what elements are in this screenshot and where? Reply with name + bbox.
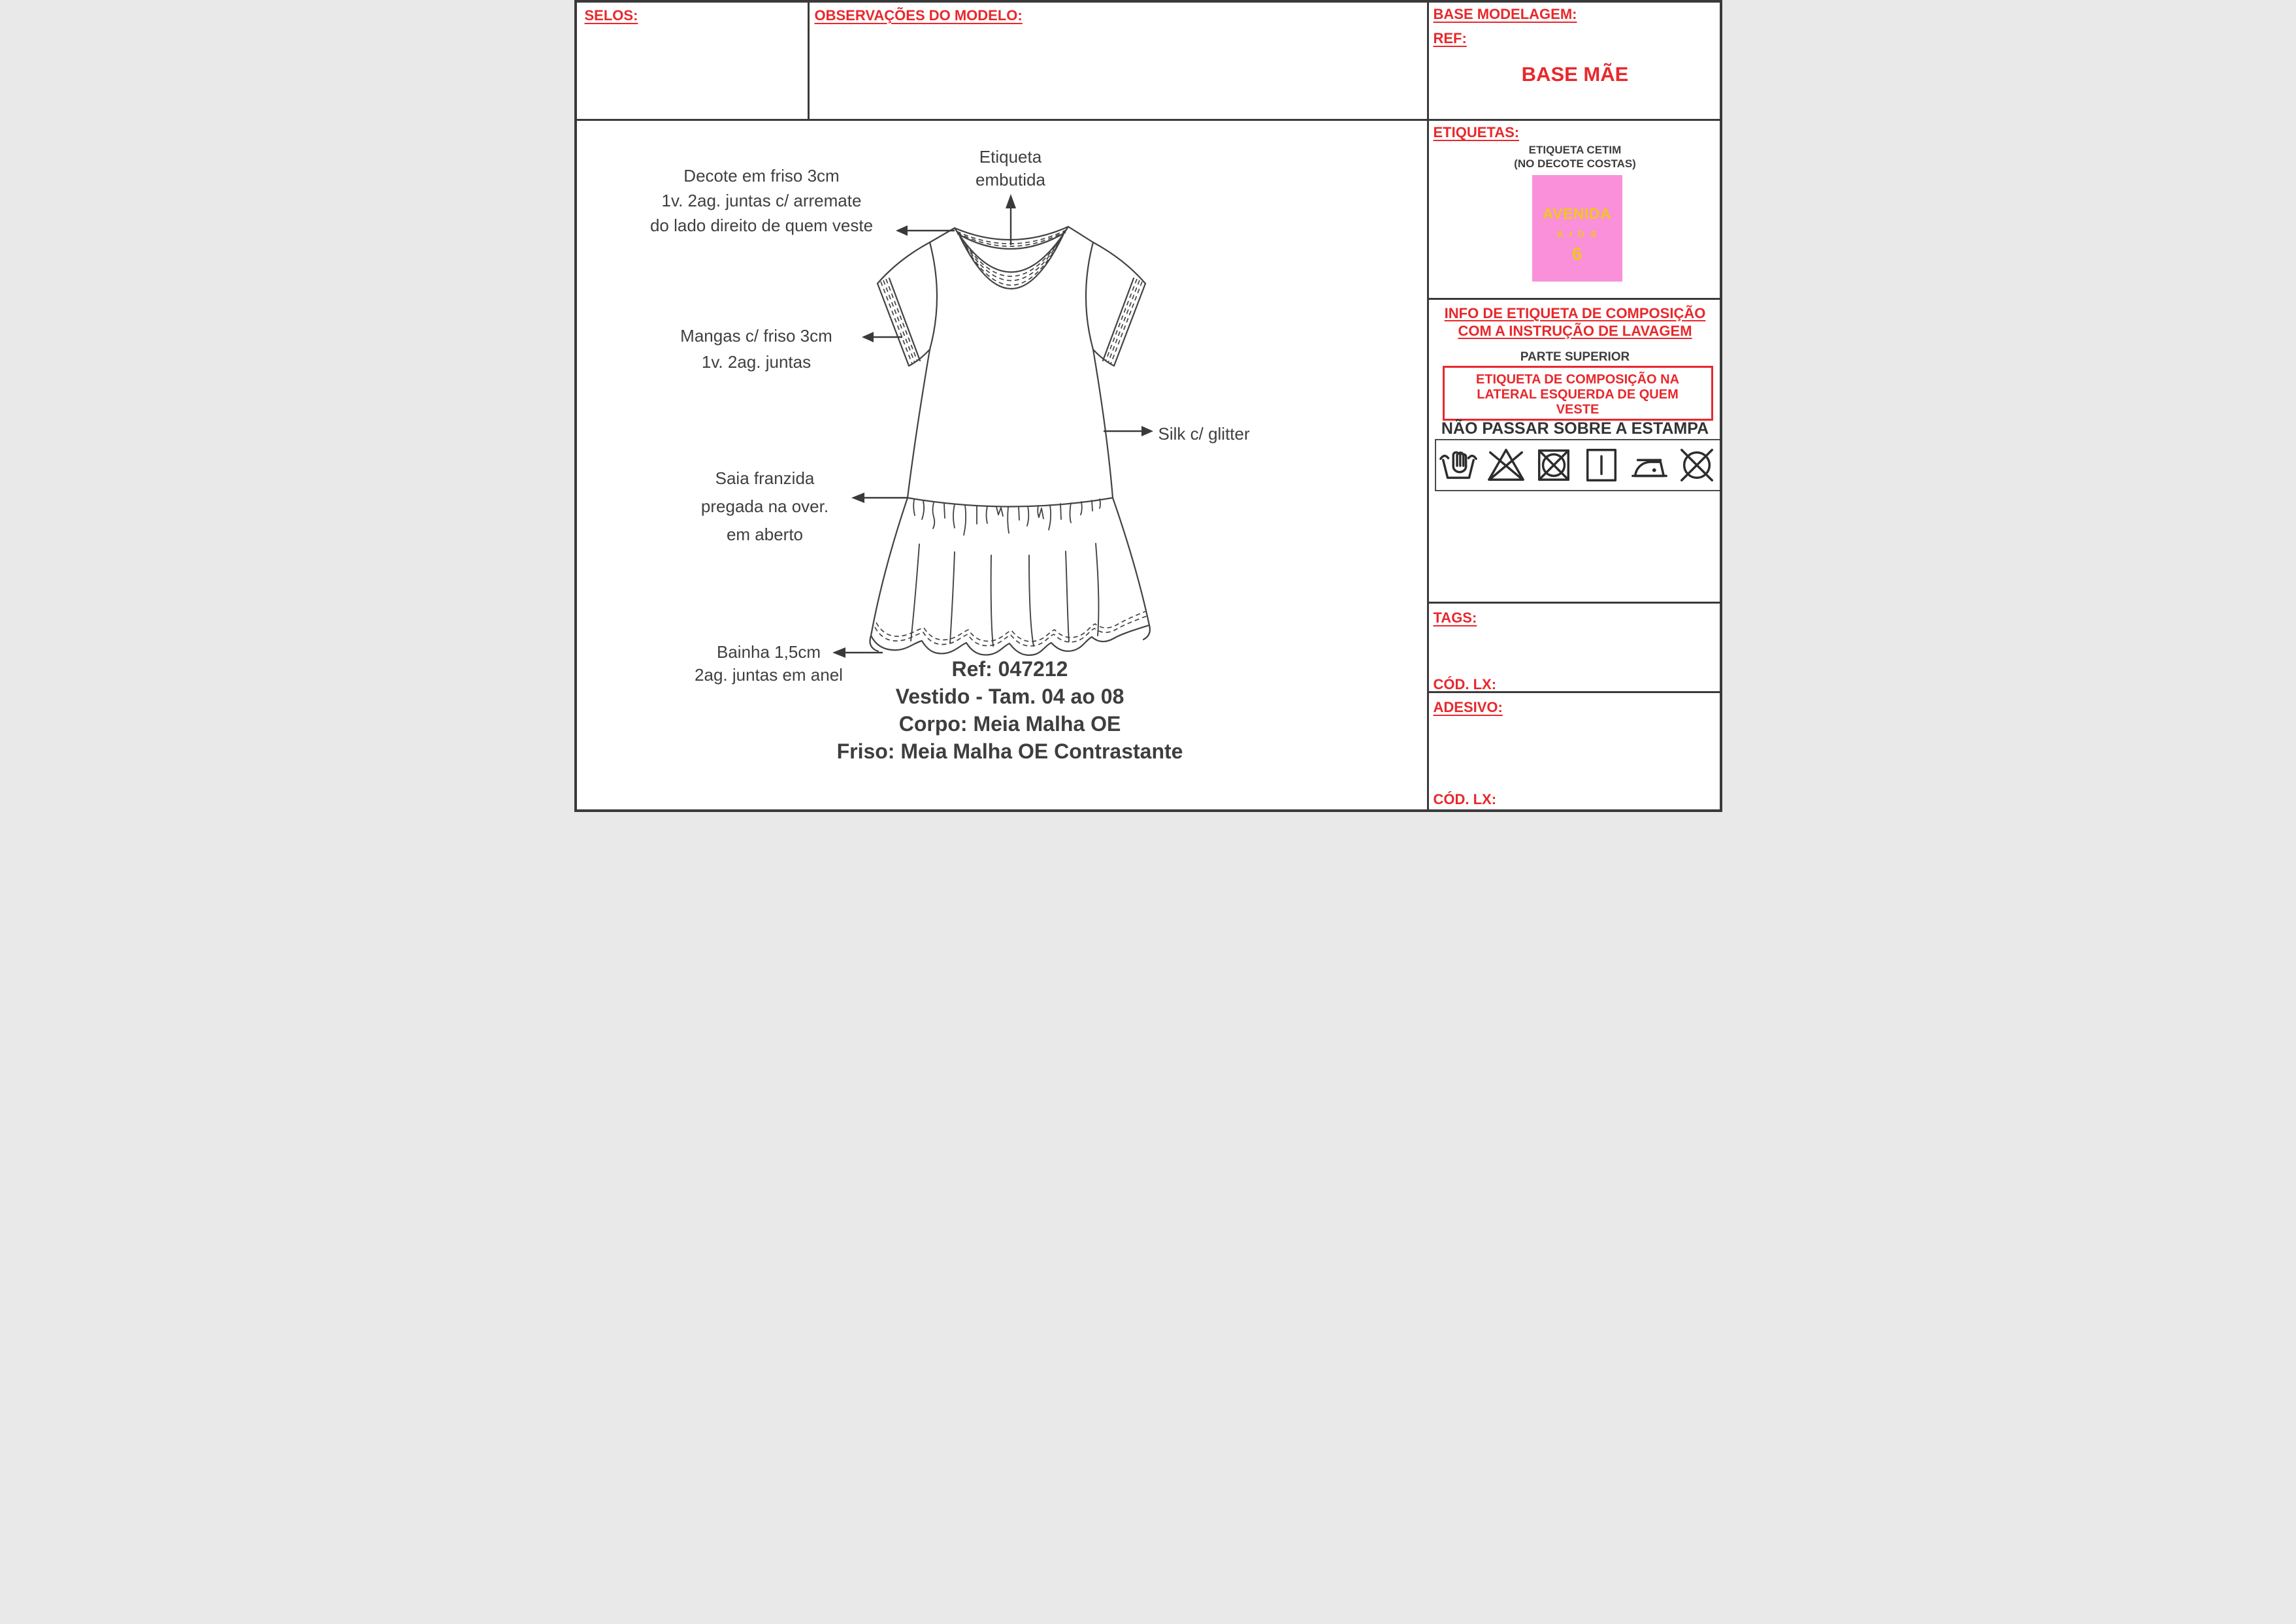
etiqueta-cetim-line1: ETIQUETA CETIM <box>1528 144 1622 156</box>
satin-label-brand: AVENIDA <box>1542 205 1612 222</box>
iron-icon <box>1629 445 1669 485</box>
kids-letter-d: D <box>1577 228 1586 240</box>
adesivo-label: ADESIVO: <box>1433 699 1503 715</box>
annotation-silk <box>1158 421 1354 446</box>
tech-pack-sheet <box>574 0 1722 812</box>
info-header-line2: COM A INSTRUÇÃO DE LAVAGEM <box>1458 323 1692 339</box>
annotation-saia <box>664 464 866 549</box>
annotation-line: Saia franzida <box>715 468 815 488</box>
do-not-bleach-icon <box>1486 445 1526 485</box>
annotation-mangas <box>646 323 868 375</box>
observacoes-label: OBSERVAÇÕES DO MODELO: <box>814 7 1023 24</box>
info-header-line1: INFO DE ETIQUETA DE COMPOSIÇÃO <box>1444 305 1706 321</box>
product-ref: Ref: 047212 <box>951 657 1068 681</box>
annotation-line: do lado direito de quem veste <box>649 216 874 235</box>
annotation-line: pregada na over. <box>700 496 829 516</box>
parte-superior-label: PARTE SUPERIOR <box>1520 350 1630 364</box>
kids-letter-i: I <box>1567 228 1575 240</box>
do-not-dry-clean-icon <box>1677 445 1717 485</box>
composicao-line2: LATERAL ESQUERDA DE QUEM <box>1477 387 1679 402</box>
annotation-decote <box>618 163 906 238</box>
do-not-tumble-dry-icon <box>1533 445 1574 485</box>
annotation-line: Bainha 1,5cm <box>717 642 821 662</box>
ref-label: REF: <box>1433 30 1467 46</box>
tags-cod-lx-label: CÓD. LX: <box>1433 676 1497 692</box>
composicao-line1: ETIQUETA DE COMPOSIÇÃO NA <box>1475 372 1680 387</box>
annotation-line: Mangas c/ friso 3cm <box>680 326 832 346</box>
satin-label-size: 6 <box>1571 244 1583 264</box>
product-body-fabric: Corpo: Meia Malha OE <box>898 712 1121 736</box>
annotation-line: em aberto <box>726 525 804 544</box>
etiqueta-cetim-line2: (NO DECOTE COSTAS) <box>1514 157 1636 170</box>
annotation-line: Silk c/ glitter <box>1158 424 1250 444</box>
tags-label: TAGS: <box>1433 609 1477 626</box>
annotation-line: 2ag. juntas em anel <box>695 665 843 685</box>
care-icons-strip <box>1435 439 1721 491</box>
base-modelagem-label: BASE MODELAGEM: <box>1433 6 1577 22</box>
annotation-line: Decote em friso 3cm <box>683 166 840 186</box>
hand-wash-icon <box>1438 445 1479 485</box>
annotation-etiqueta-embutida <box>939 146 1083 191</box>
product-info-block <box>781 655 1239 765</box>
product-type-size: Vestido - Tam. 04 ao 08 <box>895 685 1124 708</box>
nao-passar-label: NÃO PASSAR SOBRE A ESTAMPA <box>1441 419 1709 438</box>
kids-letter-k: K <box>1556 228 1566 240</box>
etiquetas-label: ETIQUETAS: <box>1433 124 1520 140</box>
composicao-line3: VESTE <box>1556 402 1599 417</box>
annotation-line: embutida <box>976 170 1045 189</box>
kids-letter-s: S <box>1590 228 1598 240</box>
selos-label: SELOS: <box>584 7 638 24</box>
product-trim-fabric: Friso: Meia Malha OE Contrastante <box>836 739 1183 763</box>
adesivo-cod-lx-label: CÓD. LX: <box>1433 791 1497 807</box>
base-mae-value: BASE MÃE <box>1521 63 1629 86</box>
line-dry-icon <box>1581 445 1622 485</box>
annotation-line: Etiqueta <box>979 147 1042 167</box>
annotation-line: 1v. 2ag. juntas <box>701 352 812 372</box>
satin-label <box>1532 175 1622 282</box>
annotation-line: 1v. 2ag. juntas c/ arremate <box>661 191 862 210</box>
satin-label-kids <box>1532 229 1622 239</box>
